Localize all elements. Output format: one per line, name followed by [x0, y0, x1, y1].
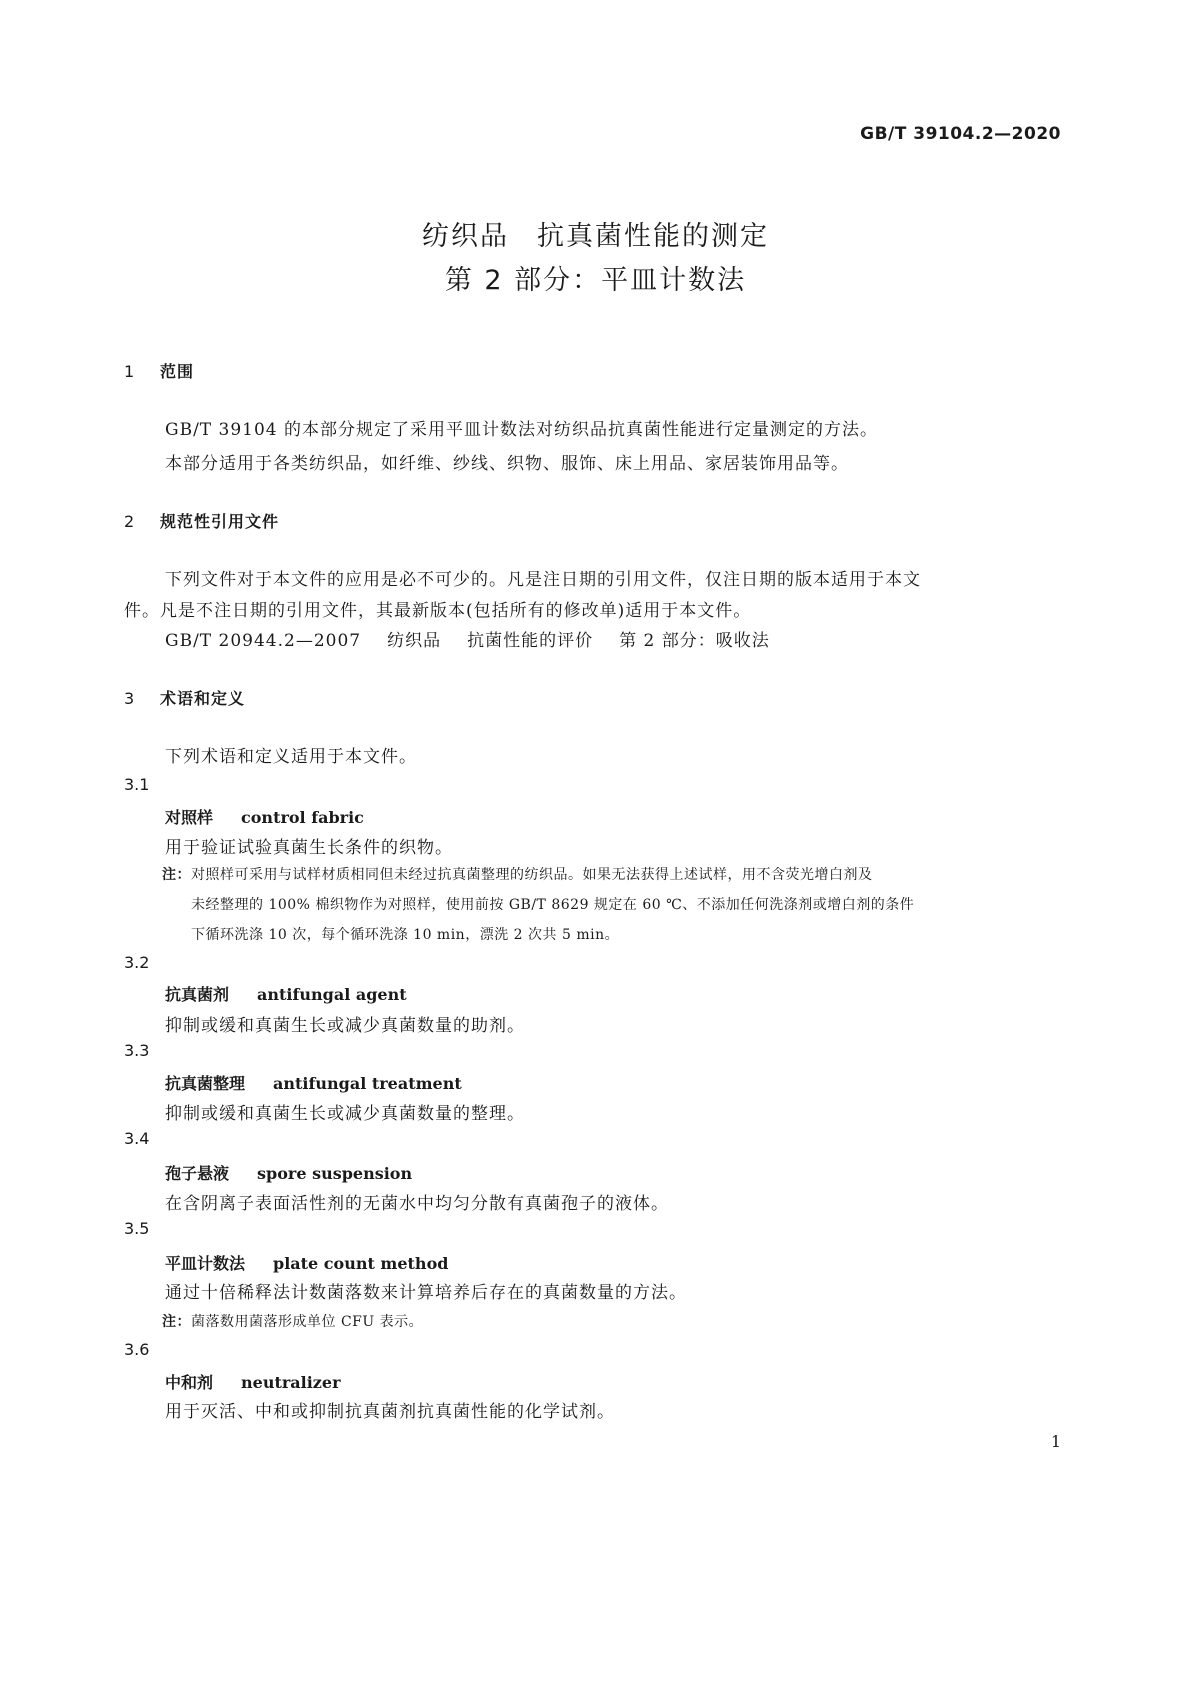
term-number: 3.4 [124, 1129, 150, 1148]
term-note-line3: 下循环洗涤 10 次，每个循环洗涤 10 min，漂洗 2 次共 5 min。 [191, 927, 620, 943]
standard-number: GB/T 39104.2—2020 [860, 124, 1061, 144]
reference-code: GB/T 20944.2—2007 [165, 631, 362, 651]
term-heading: 抗真菌整理 antifungal treatment [165, 1074, 462, 1093]
section-heading-normative-references: 2 规范性引用文件 [124, 512, 280, 531]
term-definition: 用于灭活、中和或抑制抗真菌剂抗真菌性能的化学试剂。 [165, 1402, 615, 1422]
section-heading-scope: 1 范围 [124, 362, 195, 381]
terms-intro: 下列术语和定义适用于本文件。 [165, 747, 417, 767]
references-paragraph-line1: 下列文件对于本文件的应用是必不可少的。凡是注日期的引用文件，仅注日期的版本适用于本文 [165, 570, 921, 590]
reference-item: GB/T 20944.2—2007 纺织品 抗菌性能的评价 第 2 部分：吸收法 [165, 631, 770, 651]
term-note-line2: 未经整理的 100% 棉织物作为对照样，使用前按 GB/T 8629 规定在 60 ℃、不添加任何洗涤剂或增白剂的条件 [191, 897, 915, 913]
term-heading: 抗真菌剂 antifungal agent [165, 985, 407, 1004]
title-line1-a: 纺织品 [422, 221, 509, 252]
scope-paragraph-1: GB/T 39104 的本部分规定了采用平皿计数法对纺织品抗真菌性能进行定量测定的方法。 [165, 420, 879, 440]
term-definition: 用于验证试验真菌生长条件的织物。 [165, 838, 453, 858]
document-title [0, 214, 1191, 253]
section-heading-terms: 3 术语和定义 [124, 689, 246, 708]
term-note: 注：菌落数用菌落形成单位 CFU 表示。 [162, 1314, 424, 1330]
title-line1-b: 抗真菌性能的测定 [537, 221, 769, 252]
references-paragraph-line2: 件。凡是不注日期的引用文件，其最新版本(包括所有的修改单)适用于本文件。 [124, 601, 752, 621]
page-number: 1 [1050, 1432, 1061, 1451]
term-heading: 中和剂 neutralizer [165, 1373, 341, 1392]
document-subtitle: 第 2 部分：平皿计数法 [444, 265, 747, 296]
term-number: 3.6 [124, 1340, 150, 1359]
term-heading: 对照样 control fabric [165, 808, 364, 827]
scope-paragraph-2: 本部分适用于各类纺织品，如纤维、纱线、织物、服饰、床上用品、家居装饰用品等。 [165, 454, 849, 474]
term-heading: 平皿计数法 plate count method [165, 1254, 449, 1273]
term-number: 3.1 [124, 775, 150, 794]
term-definition: 在含阴离子表面活性剂的无菌水中均匀分散有真菌孢子的液体。 [165, 1194, 669, 1214]
term-number: 3.5 [124, 1219, 150, 1238]
term-number: 3.3 [124, 1041, 150, 1060]
term-definition: 通过十倍稀释法计数菌落数来计算培养后存在的真菌数量的方法。 [165, 1283, 687, 1303]
term-heading: 孢子悬液 spore suspension [165, 1164, 413, 1183]
term-definition: 抑制或缓和真菌生长或减少真菌数量的助剂。 [165, 1016, 525, 1036]
term-definition: 抑制或缓和真菌生长或减少真菌数量的整理。 [165, 1104, 525, 1124]
term-note: 注：对照样可采用与试样材质相同但未经过抗真菌整理的纺织品。如果无法获得上述试样，用不含荧光增白剂及 [162, 867, 873, 883]
term-number: 3.2 [124, 953, 150, 972]
